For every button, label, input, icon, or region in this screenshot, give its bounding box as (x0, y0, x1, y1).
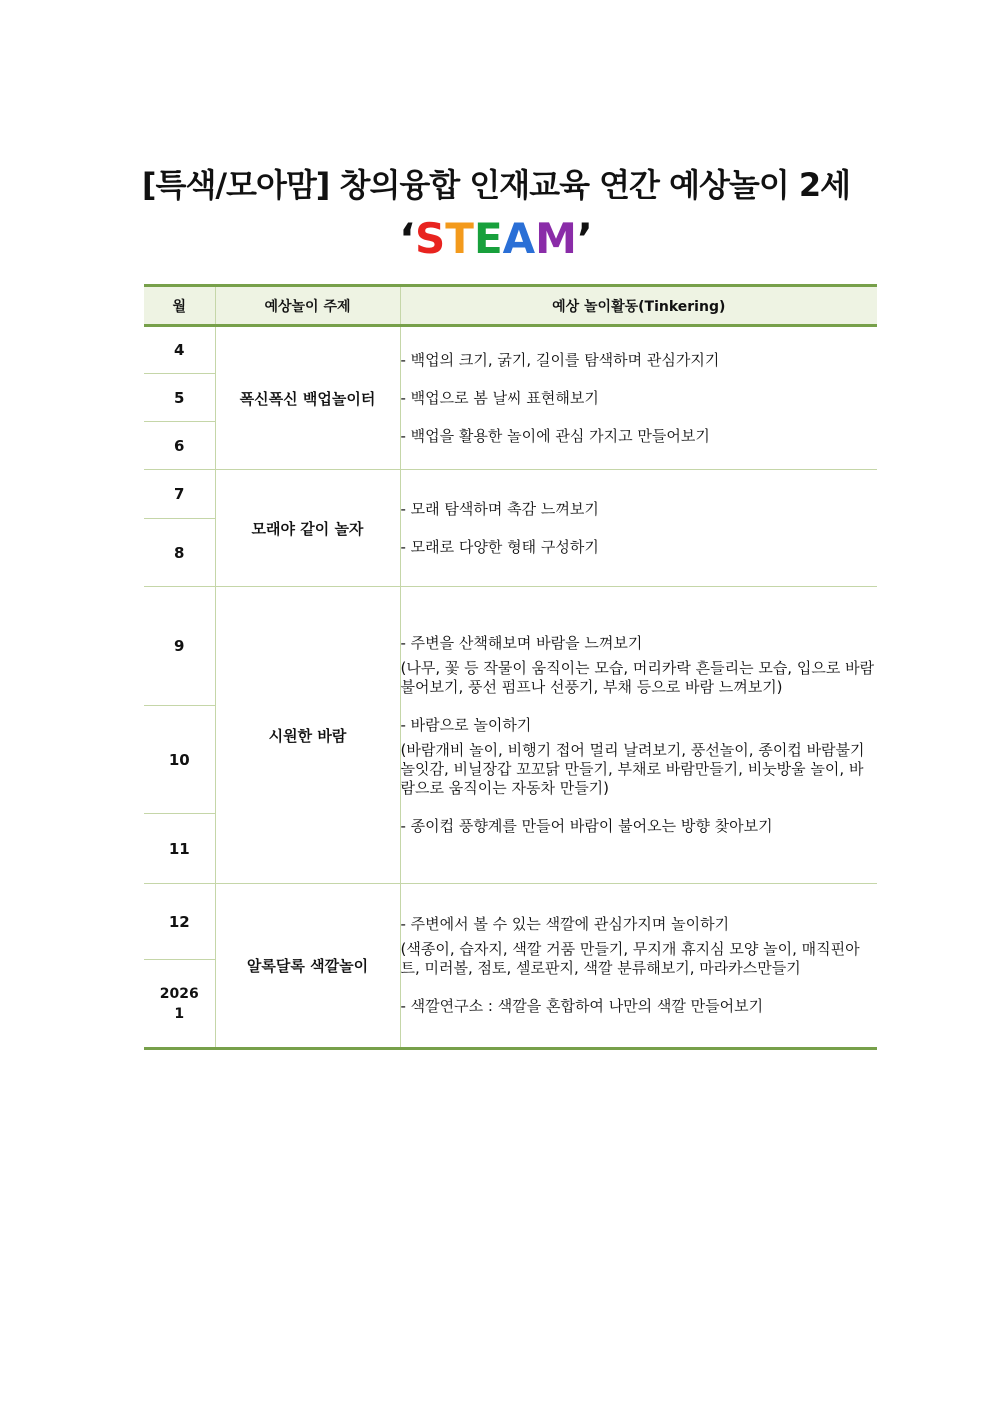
month-cell: 4 (144, 326, 215, 374)
activity-item: - 모래 탐색하며 촉감 느껴보기 (400, 499, 599, 518)
activity-item: - 백업의 크기, 굵기, 길이를 탐색하며 관심가지기 (400, 350, 720, 369)
subtitle-open-quote: ‘ (399, 214, 416, 263)
month-cell: 10 (144, 706, 215, 814)
theme-cell: 폭신폭신 백업놀이터 (215, 326, 400, 470)
activity-line: - 바람으로 놀이하기 (400, 716, 532, 734)
steam-subtitle (0, 214, 992, 263)
steam-letter-a: A (502, 214, 536, 263)
activity-detail: (바람개비 놀이, 비행기 접어 멀리 날려보기, 풍선놀이, 종이컵 바람불기 놀잇감, 비닐장갑 꼬꼬닭 만들기, 부채로 바람만들기, 비눗방울 놀이, 바람으로 움직이는 자동차 만들기) (400, 741, 865, 797)
activities-cell (400, 470, 877, 587)
steam-letter-s: S (415, 214, 446, 263)
month-cell: 2026 1 (144, 960, 215, 1049)
theme-cell: 모래야 같이 놀자 (215, 470, 400, 587)
activities-cell (400, 884, 877, 1049)
activity-line: - 주변을 산책해보며 바람을 느껴보기 (400, 634, 643, 652)
activities-cell (400, 587, 877, 884)
table-row (144, 470, 877, 519)
month-cell: 11 (144, 814, 215, 884)
header-month: 월 (144, 286, 215, 326)
document-title: [특색/모아맘] 창의융합 인재교육 연간 예상놀이 2세 (141, 166, 851, 204)
table-row (144, 884, 877, 960)
header-theme: 예상놀이 주제 (215, 286, 400, 326)
activity-item: - 백업을 활용한 놀이에 관심 가지고 만들어보기 (400, 426, 710, 445)
month-cell: 6 (144, 422, 215, 470)
activities-cell (400, 326, 877, 470)
activity-line: - 주변에서 볼 수 있는 색깔에 관심가지며 놀이하기 (400, 915, 730, 933)
activity-item: - 모래로 다양한 형태 구성하기 (400, 537, 599, 556)
activity-item: - 종이컵 풍향계를 만들어 바람이 불어오는 방향 찾아보기 (400, 817, 773, 835)
month-cell: 12 (144, 884, 215, 960)
annual-play-table (144, 284, 877, 1050)
steam-letter-e: E (473, 214, 503, 263)
table-row (144, 326, 877, 374)
theme-cell: 알록달록 색깔놀이 (215, 884, 400, 1049)
month-cell: 7 (144, 470, 215, 519)
activity-item: - 색깔연구소 : 색깔을 혼합하여 나만의 색깔 만들어보기 (400, 997, 764, 1015)
activity-detail: (나무, 꽃 등 작물이 움직이는 모습, 머리카락 흔들리는 모습, 입으로 바람 불어보기, 풍선 펌프나 선풍기, 부채 등으로 바람 느껴보기) (400, 659, 875, 696)
month-cell: 9 (144, 587, 215, 706)
subtitle-close-quote: ’ (576, 214, 593, 263)
steam-letter-t: T (445, 214, 474, 263)
month-cell: 8 (144, 519, 215, 587)
activity-item (401, 915, 878, 978)
header-activities: 예상 놀이활동(Tinkering) (400, 286, 877, 326)
month-cell: 5 (144, 374, 215, 422)
steam-letter-m: M (535, 214, 577, 263)
activity-detail: (색종이, 습자지, 색깔 거품 만들기, 무지개 휴지심 모양 놀이, 매직핀아트, 미러볼, 점토, 셀로판지, 색깔 분류해보기, 마라카스만들기 (400, 940, 860, 977)
activity-item (401, 634, 878, 697)
theme-cell: 시원한 바람 (215, 587, 400, 884)
activity-item (401, 716, 878, 798)
table-header-row (144, 286, 877, 326)
activity-item: - 백업으로 봄 날씨 표현해보기 (400, 388, 599, 407)
table-row (144, 587, 877, 706)
